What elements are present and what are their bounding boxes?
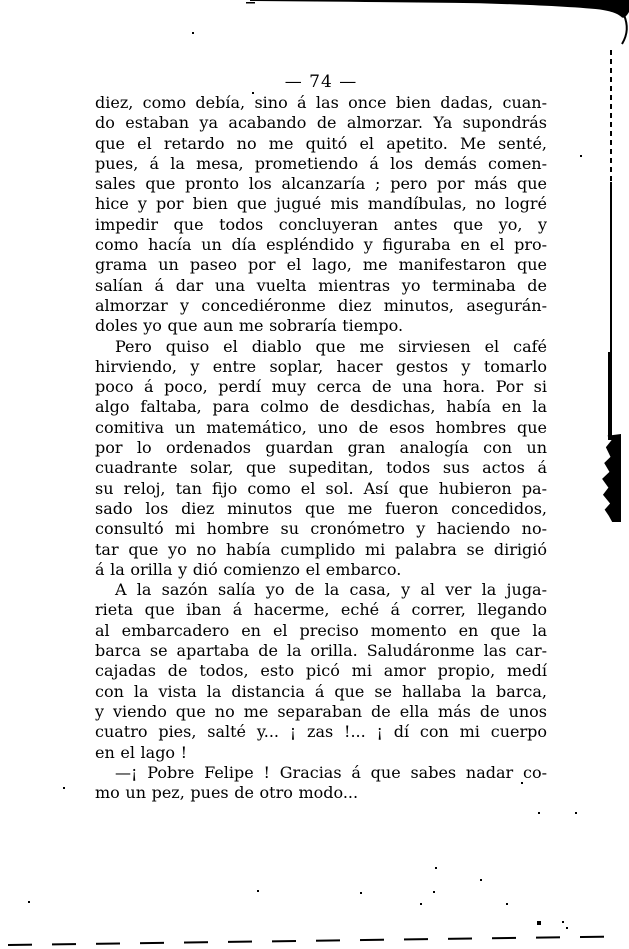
text-line: como hacía un día espléndido y figuraba en el pro-: [95, 235, 547, 255]
text-line: sado los diez minutos que me fueron concedidos,: [95, 498, 547, 518]
text-line: hice y por bien que jugué mis mandíbulas, no logré: [95, 194, 547, 214]
text-line: por lo ordenados guardan gran analogía con un: [95, 438, 547, 458]
text-line: que el retardo no me quitó el apetito. Me senté,: [95, 133, 547, 153]
text-line: comitiva un matemático, uno de esos hombres que: [95, 417, 547, 437]
scan-artifact-right-streak-lower: [608, 352, 612, 440]
text-line: —¡ Pobre Felipe ! Gracias á que sabes nadar co-: [115, 762, 547, 782]
text-line: salían á dar una vuelta mientras yo terminaba de: [95, 275, 547, 295]
scan-artifact-right-streak-mid: [610, 182, 612, 354]
paragraph-4-dialogue: [95, 763, 547, 804]
page-text: [95, 93, 547, 803]
text-line: grama un paseo por el lago, me manifestaron que: [95, 255, 547, 275]
scan-artifact-top-edge: [0, 0, 629, 50]
text-line: en el lago !: [95, 742, 188, 762]
text-line: sales que pronto los alcanzaría ; pero por más que: [95, 174, 547, 194]
scan-artifact-bottom-page-edge: [8, 935, 620, 946]
text-line: impedir que todos concluyeran antes que yo, y: [95, 214, 547, 234]
text-line: do estaban ya acabando de almorzar. Ya supondrás: [95, 113, 547, 133]
text-line: Pero quiso el diablo que me sirviesen el café: [115, 336, 547, 356]
text-line: rieta que iban á hacerme, eché á correr, llegando: [95, 600, 547, 620]
text-line: doles yo que aun me sobraría tiempo.: [95, 316, 404, 336]
text-line: pues, á la mesa, prometiendo á los demás comen-: [95, 153, 547, 173]
text-line: A la sazón salía yo de la casa, y al ver la juga-: [115, 580, 547, 600]
scan-artifact-right-streak-upper: [610, 50, 612, 182]
paragraph-2: [95, 337, 547, 581]
text-line: almorzar y concediéronme diez minutos, asegurán-: [95, 295, 547, 315]
text-line: poco á poco, perdí muy cerca de una hora. Por si: [95, 377, 547, 397]
text-line: tar que yo no había cumplido mi palabra se dirigió: [95, 539, 547, 559]
text-line: algo faltaba, para colmo de desdichas, había en la: [95, 397, 547, 417]
text-line: cajadas de todos, esto picó mi amor propio, medí: [95, 661, 547, 681]
text-line: consultó mi hombre su cronómetro y haciendo no-: [95, 519, 547, 539]
scan-artifact-specks: [0, 0, 2, 2]
text-line: hirviendo, y entre soplar, hacer gestos y tomarlo: [95, 356, 547, 376]
text-line: su reloj, tan fijo como el sol. Así que hubieron pa-: [95, 478, 547, 498]
text-line: diez, como debía, sino á las once bien dadas, cuan-: [95, 93, 547, 112]
scan-artifact-right-ink-blob: [600, 434, 621, 522]
paragraph-3: [95, 580, 547, 763]
text-line: barca se apartaba de la orilla. Saludáronme las car-: [95, 641, 547, 661]
text-line: cuadrante solar, que supeditan, todos sus actos á: [95, 458, 547, 478]
paragraph-1: [95, 93, 547, 337]
text-line: y viendo que no me separaban de ella más de unos: [95, 701, 547, 721]
text-line: cuatro pies, salté y... ¡ zas !... ¡ dí con mi cuerpo: [95, 722, 547, 742]
text-line: al embarcadero en el preciso momento en que la: [95, 620, 547, 640]
page-number: — 74 —: [284, 72, 358, 92]
text-line: á la orilla y dió comienzo el embarco.: [95, 559, 402, 579]
text-line: con la vista la distancia á que se hallaba la barca,: [95, 681, 547, 701]
text-line: mo un pez, pues de otro modo...: [95, 783, 359, 803]
